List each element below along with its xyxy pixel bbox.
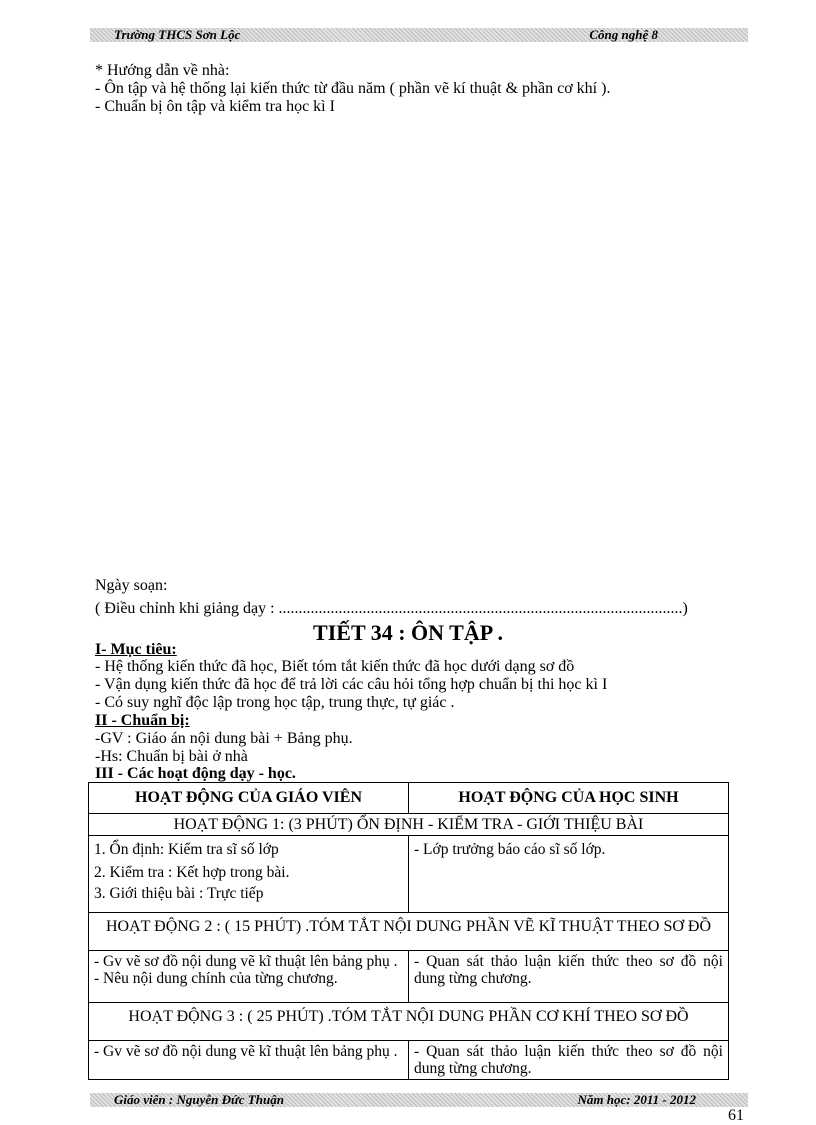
activity-3-teacher-cell bbox=[89, 1041, 409, 1080]
teacher-column-header: HOẠT ĐỘNG CỦA GIÁO VIÊN bbox=[89, 783, 409, 814]
preparation-heading: II - Chuẩn bị: bbox=[95, 712, 190, 729]
activity-1-title-row bbox=[89, 814, 729, 836]
prep-date-label: Ngày soạn: bbox=[95, 577, 168, 594]
activity-3-title-row bbox=[89, 1003, 729, 1041]
activity-2-title-row bbox=[89, 913, 729, 951]
preparation-item: -Hs: Chuẩn bị bài ở nhà bbox=[95, 748, 248, 765]
page-header bbox=[90, 28, 748, 42]
prep-adjust-line: ( Điều chỉnh khi giảng dạy : .....................................................................................................) bbox=[95, 600, 688, 617]
student-column-header: HOẠT ĐỘNG CỦA HỌC SINH bbox=[409, 783, 729, 814]
table-header-row bbox=[89, 783, 729, 814]
activity-2-teacher-line: - Gv vẽ sơ đồ nội dung vẽ kĩ thuật lên bảng phụ . bbox=[94, 953, 398, 970]
objective-item: - Vận dụng kiến thức đã học để trả lời các câu hỏi tổng hợp chuẩn bị thi học kì I bbox=[95, 676, 608, 693]
objectives-heading: I- Mục tiêu: bbox=[95, 641, 177, 658]
activity-2-student-cell bbox=[409, 951, 729, 1003]
header-subject: Công nghệ 8 bbox=[589, 27, 658, 42]
activities-table bbox=[88, 782, 729, 1080]
activity-1-student-line: - Lớp trưởng báo cáo sĩ số lớp. bbox=[414, 841, 606, 858]
activity-2-title: HOẠT ĐỘNG 2 : ( 15 PHÚT) .TÓM TẮT NỘI DUNG PHẦN VẼ KĨ THUẬT THEO SƠ ĐỒ bbox=[89, 913, 729, 951]
activity-1-student-cell bbox=[409, 836, 729, 913]
footer-teacher: Giáo viên : Nguyễn Đức Thuận bbox=[114, 1092, 284, 1107]
activity-1-teacher-cell bbox=[89, 836, 409, 913]
homework-heading: * Hướng dẫn về nhà: bbox=[95, 62, 230, 79]
footer-school-year: Năm học: 2011 - 2012 bbox=[577, 1092, 696, 1107]
activity-3-student-line: - Quan sát thảo luận kiến thức theo sơ đồ nội dung từng chương. bbox=[414, 1043, 723, 1077]
activity-2-teacher-line: - Nêu nội dung chính của từng chương. bbox=[94, 970, 338, 987]
activity-1-title: HOẠT ĐỘNG 1: (3 PHÚT) ỔN ĐỊNH - KIỂM TRA - GIỚI THIỆU BÀI bbox=[89, 814, 729, 836]
activity-3-student-cell bbox=[409, 1041, 729, 1080]
activity-3-content-row bbox=[89, 1041, 729, 1080]
activity-3-title: HOẠT ĐỘNG 3 : ( 25 PHÚT) .TÓM TẮT NỘI DUNG PHẦN CƠ KHÍ THEO SƠ ĐỒ bbox=[89, 1003, 729, 1041]
homework-line-1: - Ôn tập và hệ thống lại kiến thức từ đầu năm ( phần vẽ kí thuật & phần cơ khí ). bbox=[95, 80, 611, 97]
header-school: Trường THCS Sơn Lộc bbox=[114, 27, 241, 42]
objective-item: - Hệ thống kiến thức đã học, Biết tóm tắt kiến thức đã học dưới dạng sơ đồ bbox=[95, 658, 575, 675]
objective-item: - Có suy nghĩ độc lập trong học tập, trung thực, tự giác . bbox=[95, 694, 455, 711]
preparation-item: -GV : Giáo án nội dung bài + Bảng phụ. bbox=[95, 730, 353, 747]
activity-3-teacher-line: - Gv vẽ sơ đồ nội dung vẽ kĩ thuật lên bảng phụ . bbox=[94, 1043, 398, 1060]
activity-1-content-row bbox=[89, 836, 729, 913]
activity-2-teacher-cell bbox=[89, 951, 409, 1003]
page-footer bbox=[90, 1093, 748, 1107]
activity-2-student-line: - Quan sát thảo luận kiến thức theo sơ đồ nội dung từng chương. bbox=[414, 953, 723, 987]
activity-1-teacher-line: 3. Giới thiệu bài : Trực tiếp bbox=[94, 885, 264, 902]
lesson-title: TIẾT 34 : ÔN TẬP . bbox=[313, 620, 503, 645]
homework-line-2: - Chuẩn bị ôn tập và kiểm tra học kì I bbox=[95, 98, 335, 115]
page-number: 61 bbox=[728, 1107, 744, 1124]
activities-heading: III - Các hoạt động dạy - học. bbox=[95, 765, 296, 782]
activity-1-teacher-line: 1. Ổn định: Kiểm tra sĩ số lớp bbox=[94, 841, 279, 858]
activity-1-teacher-line: 2. Kiểm tra : Kết hợp trong bài. bbox=[94, 864, 290, 881]
activity-2-content-row bbox=[89, 951, 729, 1003]
